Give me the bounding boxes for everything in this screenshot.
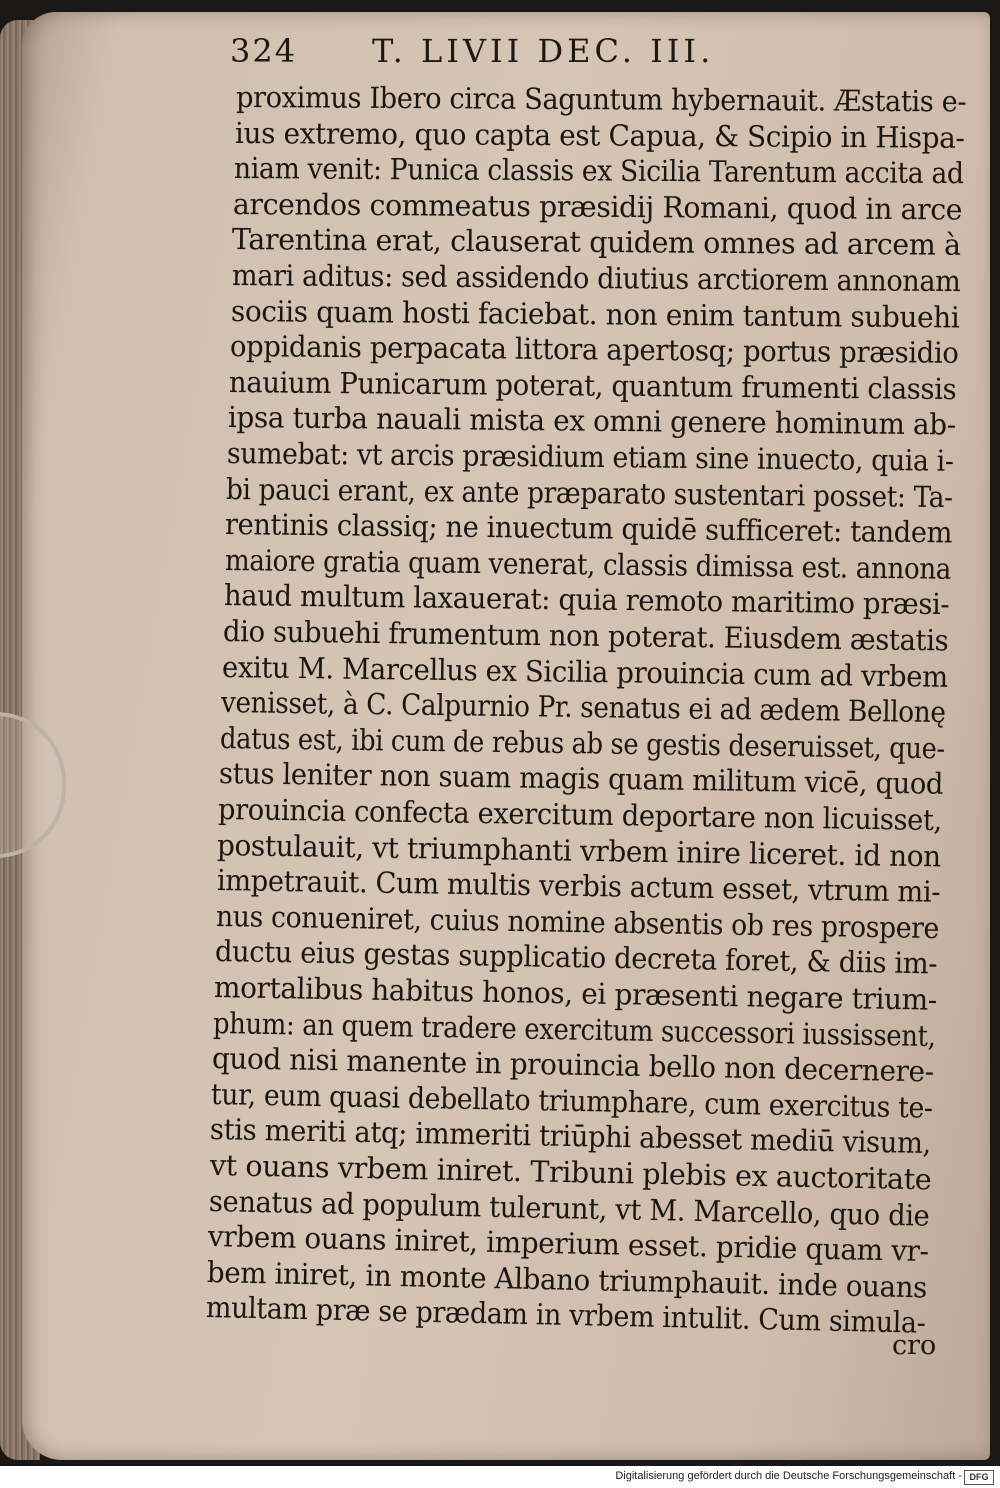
text-line: ductu eius gestas supplicatio decreta foret, & diis im- bbox=[214, 934, 938, 981]
text-line: bem iniret, in monte Albano triumphauit. inde ouans bbox=[206, 1254, 928, 1305]
text-line: rentinis classiq; ne inuectum quidē sufficeret: tandem bbox=[225, 507, 953, 550]
text-line: tur, eum quasi debellato triumphare, cum exercitus te- bbox=[210, 1076, 934, 1125]
text-line: bi pauci erant, ex ante præparato sustentari posset: Ta- bbox=[226, 471, 954, 514]
text-line: oppidanis perpacata littora apertosq; portus præsidio bbox=[229, 329, 959, 370]
text-line: ius extremo, quo capta est Capua, & Scipio in Hispa- bbox=[234, 115, 965, 155]
text-line: multam præ se prædam in vrbem intulit. Cum simula- bbox=[205, 1290, 926, 1341]
text-line: phum: an quem tradere exercitum successori iussissent, bbox=[212, 1005, 936, 1053]
text-line: impetrauit. Cum multis verbis actum esset, vtrum mi- bbox=[216, 863, 941, 909]
text-line: maiore gratia quam venerat, classis dimissa est. annona bbox=[224, 542, 951, 586]
text-line: vt ouans vrbem iniret. Tribuni plebis ex auctoritate bbox=[209, 1148, 932, 1197]
text-line: haud multum laxauerat: quia remoto maritimo præsi- bbox=[223, 578, 950, 622]
funding-credit: Digitalisierung gefördert durch die Deutsche Forschungsgemeinschaft - bbox=[615, 1470, 962, 1482]
text-line: mari aditus: sed assidendo diutius arctiorem annonam bbox=[231, 258, 961, 299]
text-line: stus leniter non suam magis quam militum vicē, quod bbox=[218, 756, 944, 802]
text-line: niam venit: Punica classis ex Sicilia Tarentum accita ad bbox=[234, 151, 965, 191]
text-line: dio subuehi frumentum non poterat. Eiusdem æstatis bbox=[222, 614, 949, 658]
text-line: postulauit, vt triumphanti vrbem inire liceret. id non bbox=[217, 827, 942, 874]
footer-bar bbox=[0, 1466, 1000, 1488]
text-line: datus est, ibi cum de rebus ab se gestis deseruisset, que- bbox=[219, 720, 946, 766]
text-line: quod nisi manente in prouincia bello non decernere- bbox=[211, 1041, 935, 1089]
text-line: nauium Punicarum poterat, quantum frumenti classis bbox=[228, 364, 957, 406]
text-line: exitu M. Marcellus ex Sicilia prouincia cum ad vrbem bbox=[221, 649, 948, 694]
catchword: cro bbox=[892, 1330, 937, 1361]
text-line: mortalibus habitus honos, ei præsenti negare trium- bbox=[213, 970, 938, 1017]
text-line: senatus ad populum tulerunt, vt M. Marcello, quo die bbox=[208, 1183, 930, 1233]
text-line: arcendos commeatus præsidij Romani, quod in arce bbox=[233, 186, 963, 227]
text-line: sociis quam hosti faciebat. non enim tantum subuehi bbox=[230, 293, 960, 335]
text-line: stis meriti atq; immeriti triūphi abesset mediū visum, bbox=[210, 1112, 932, 1161]
text-line: ipsa turba nauali mista ex omni genere hominum ab- bbox=[227, 400, 956, 442]
running-head: T. LIVII DEC. III. bbox=[372, 32, 715, 70]
text-line: venisset, à C. Calpurnio Pr. senatus ei ad ædem Bellonę bbox=[220, 685, 946, 730]
text-line: Tarentina erat, clauserat quidem omnes ad arcem à bbox=[232, 222, 962, 263]
text-line: sumebat: vt arcis præsidium etiam sine inuecto, quia i- bbox=[226, 436, 954, 478]
dfg-logo: DFG bbox=[964, 1470, 994, 1485]
text-line: proximus Ibero circa Saguntum hybernauit. Æstatis e- bbox=[235, 80, 967, 119]
text-line: prouincia confecta exercitum deportare non licuisset, bbox=[218, 792, 943, 838]
page-number: 324 bbox=[230, 32, 298, 70]
text-line: vrbem ouans iniret, imperium esset. pridie quam vr- bbox=[207, 1219, 929, 1269]
text-line: nus conueniret, cuius nomine absentis ob res prospere bbox=[215, 898, 939, 945]
